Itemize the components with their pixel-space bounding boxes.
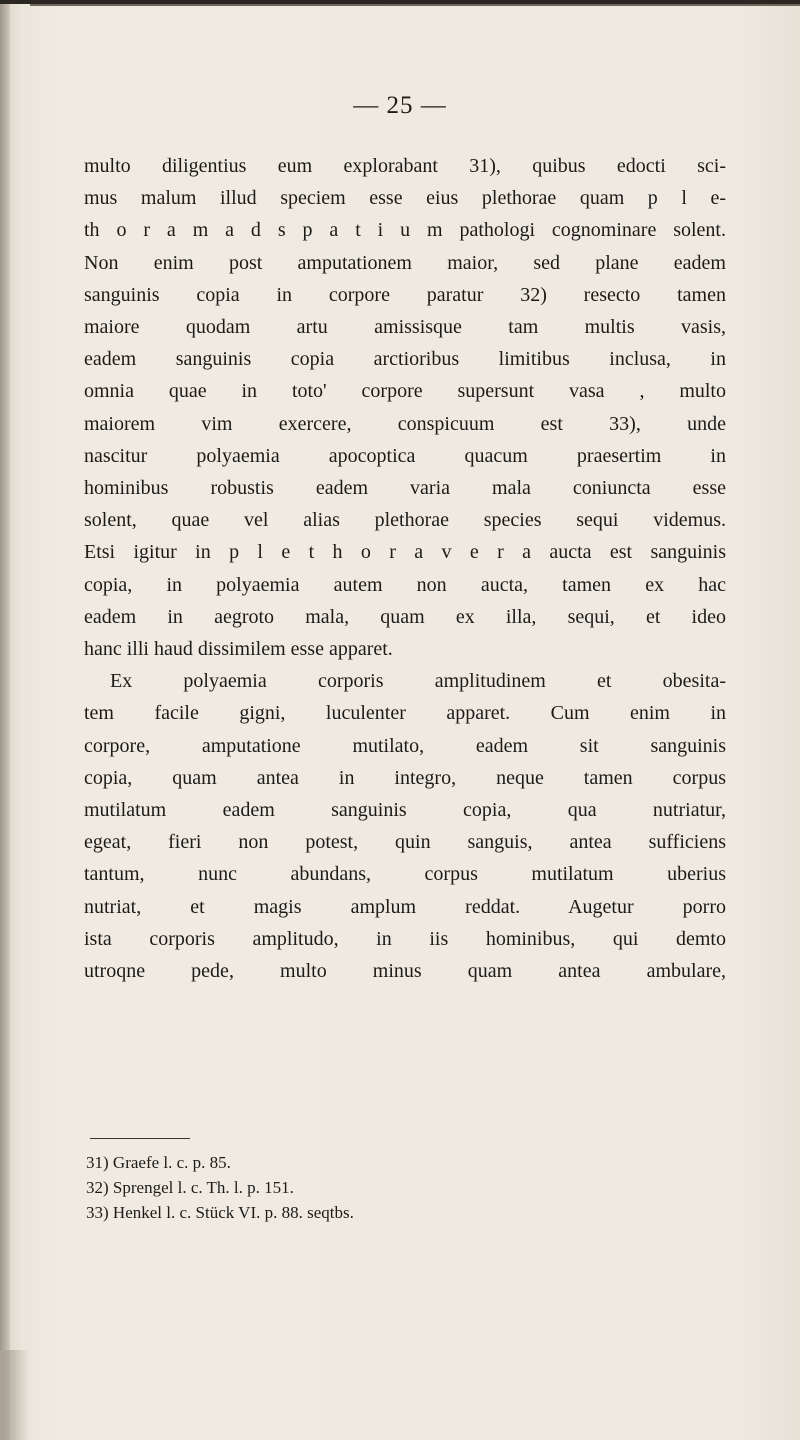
text-line: Etsi igitur in p l e t h o r a v e r a aucta est sanguinis bbox=[84, 541, 726, 564]
text-line: eadem in aegroto mala, quam ex illa, sequi, et ideo bbox=[84, 605, 726, 628]
body-text bbox=[84, 150, 726, 987]
text-line: maiore quodam artu amissisque tam multis vasis, bbox=[84, 316, 726, 339]
text-line: egeat, fieri non potest, quin sanguis, antea sufficiens bbox=[84, 831, 726, 854]
text-line: th o r a m a d s p a t i u m pathologi cognominare solent. bbox=[84, 219, 726, 242]
top-edge-rule-secondary bbox=[30, 4, 800, 6]
footnotes bbox=[86, 1150, 646, 1225]
footnote-33: 33) Henkel l. c. Stück VI. p. 88. seqtbs. bbox=[86, 1203, 354, 1222]
text-line: sanguinis copia in corpore paratur 32) resecto tamen bbox=[84, 283, 726, 306]
text-line: Ex polyaemia corporis amplitudinem et obesita- bbox=[110, 670, 726, 693]
text-line: solent, quae vel alias plethorae species sequi videmus. bbox=[84, 509, 726, 532]
text-line: maiorem vim exercere, conspicuum est 33), unde bbox=[84, 412, 726, 435]
page-number: — 25 — bbox=[353, 92, 447, 119]
text-line: corpore, amputatione mutilato, eadem sit sanguinis bbox=[84, 734, 726, 757]
text-line: hominibus robustis eadem varia mala coniuncta esse bbox=[84, 477, 726, 500]
text-line: copia, quam antea in integro, neque tamen corpus bbox=[84, 766, 726, 789]
text-line: utroqne pede, multo minus quam antea ambulare, bbox=[84, 960, 726, 983]
text-line: ista corporis amplitudo, in iis hominibus, qui demto bbox=[84, 927, 726, 950]
page-corner-shadow bbox=[0, 1350, 30, 1440]
text-line: multo diligentius eum explorabant 31), quibus edocti sci- bbox=[84, 155, 726, 177]
footnote-32: 32) Sprengel l. c. Th. l. p. 151. bbox=[86, 1178, 294, 1197]
text-line: nascitur polyaemia apocoptica quacum praesertim in bbox=[84, 444, 726, 467]
text-line: eadem sanguinis copia arctioribus limitibus inclusa, in bbox=[84, 348, 726, 371]
text-line: hanc illi haud dissimilem esse apparet. bbox=[84, 638, 393, 661]
page-binding-shadow bbox=[0, 0, 10, 1440]
text-line: omnia quae in toto' corpore supersunt vasa , multo bbox=[84, 380, 726, 403]
text-line: mutilatum eadem sanguinis copia, qua nutriatur, bbox=[84, 799, 726, 822]
text-line: tantum, nunc abundans, corpus mutilatum uberius bbox=[84, 863, 726, 886]
text-line: copia, in polyaemia autem non aucta, tamen ex hac bbox=[84, 573, 726, 596]
text-line: Non enim post amputationem maior, sed plane eadem bbox=[84, 251, 726, 274]
footnote-31: 31) Graefe l. c. p. 85. bbox=[86, 1153, 231, 1172]
text-line: tem facile gigni, luculenter apparet. Cum enim in bbox=[84, 702, 726, 725]
text-line: mus malum illud speciem esse eius plethorae quam p l e- bbox=[84, 187, 726, 210]
footnote-separator bbox=[90, 1138, 190, 1139]
text-line: nutriat, et magis amplum reddat. Augetur porro bbox=[84, 895, 726, 918]
